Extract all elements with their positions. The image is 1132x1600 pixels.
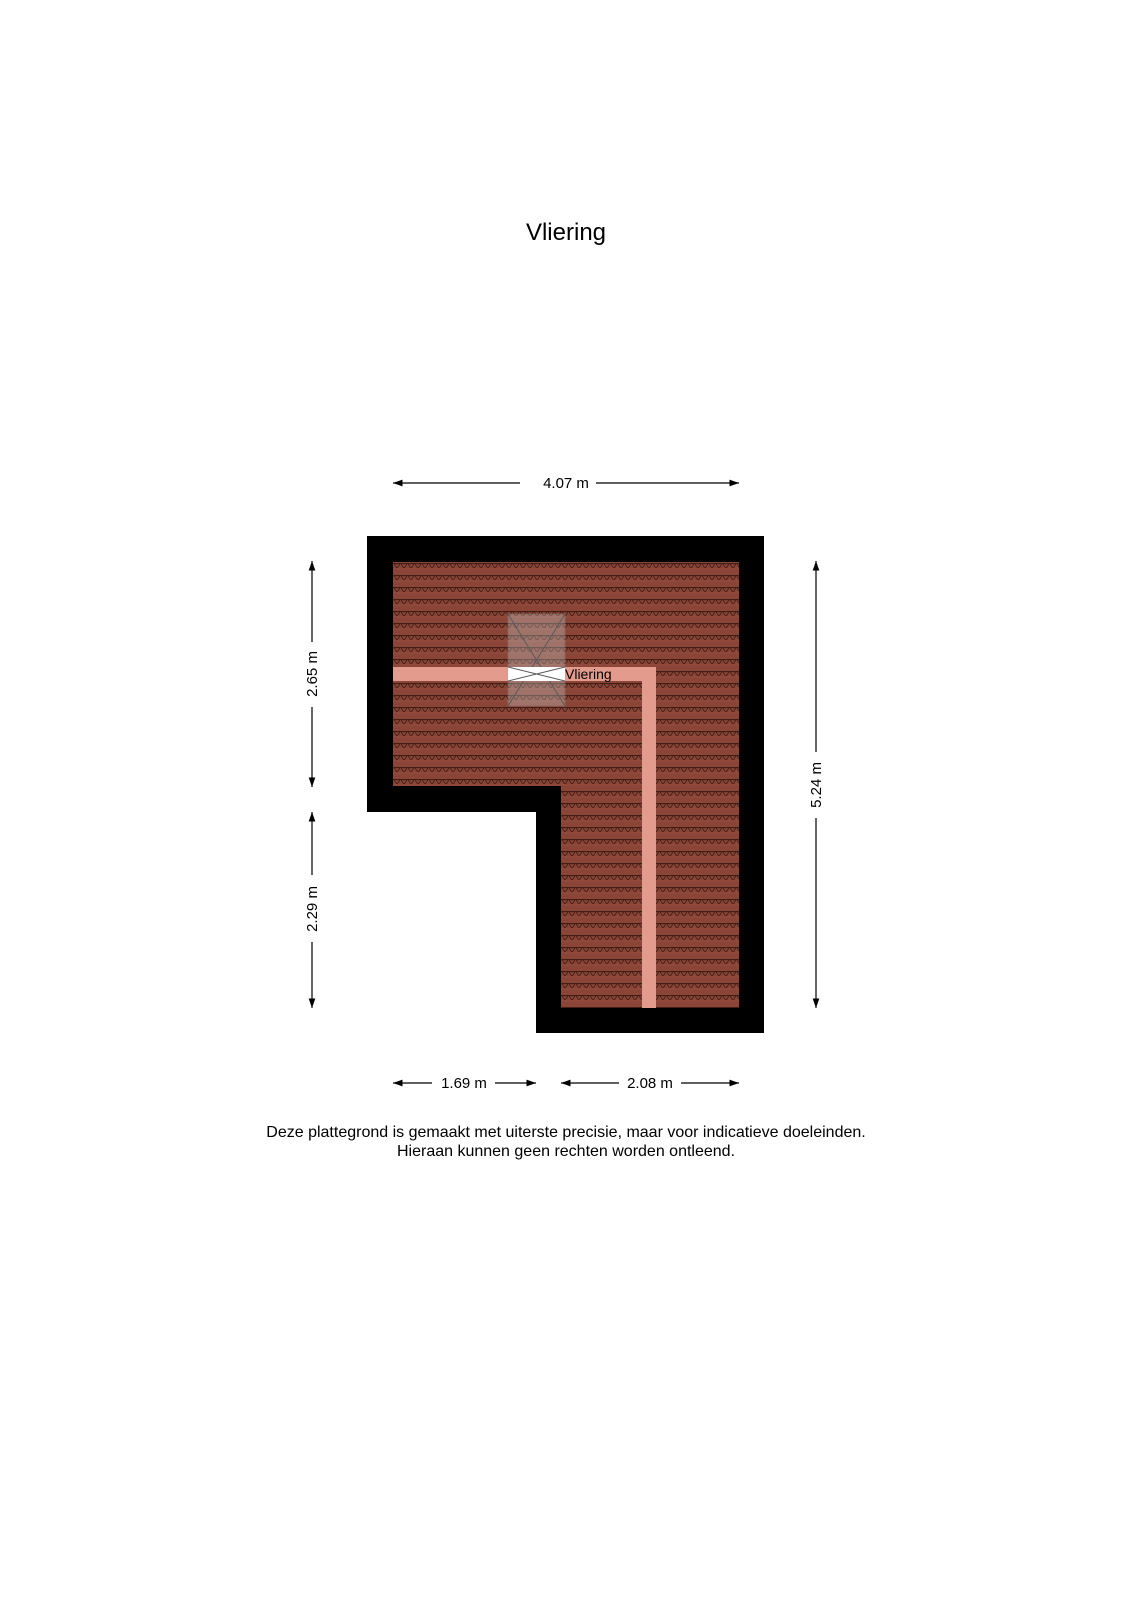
dimension-right-height: 5.24 m	[808, 762, 825, 808]
roof-hatch	[508, 614, 565, 706]
dimension-bottom-left-width: 1.69 m	[441, 1075, 487, 1092]
dimension-top-width: 4.07 m	[543, 475, 589, 492]
room-label: Vliering	[565, 666, 612, 682]
dimension-left-lower-height: 2.29 m	[304, 886, 321, 932]
dimension-left-upper-height: 2.65 m	[304, 651, 321, 697]
disclaimer-line-2: Hieraan kunnen geen rechten worden ontleend.	[396, 1143, 736, 1160]
disclaimer-line-1: Deze plattegrond is gemaakt met uiterste precisie, maar voor indicatieve doeleinden.	[266, 1124, 866, 1141]
dimension-bottom-right-width: 2.08 m	[627, 1075, 673, 1092]
roof-tiles	[393, 562, 739, 1008]
roof-ridge-vertical	[642, 667, 656, 1008]
page-title: Vliering	[525, 219, 607, 246]
disclaimer	[0, 1123, 1132, 1161]
